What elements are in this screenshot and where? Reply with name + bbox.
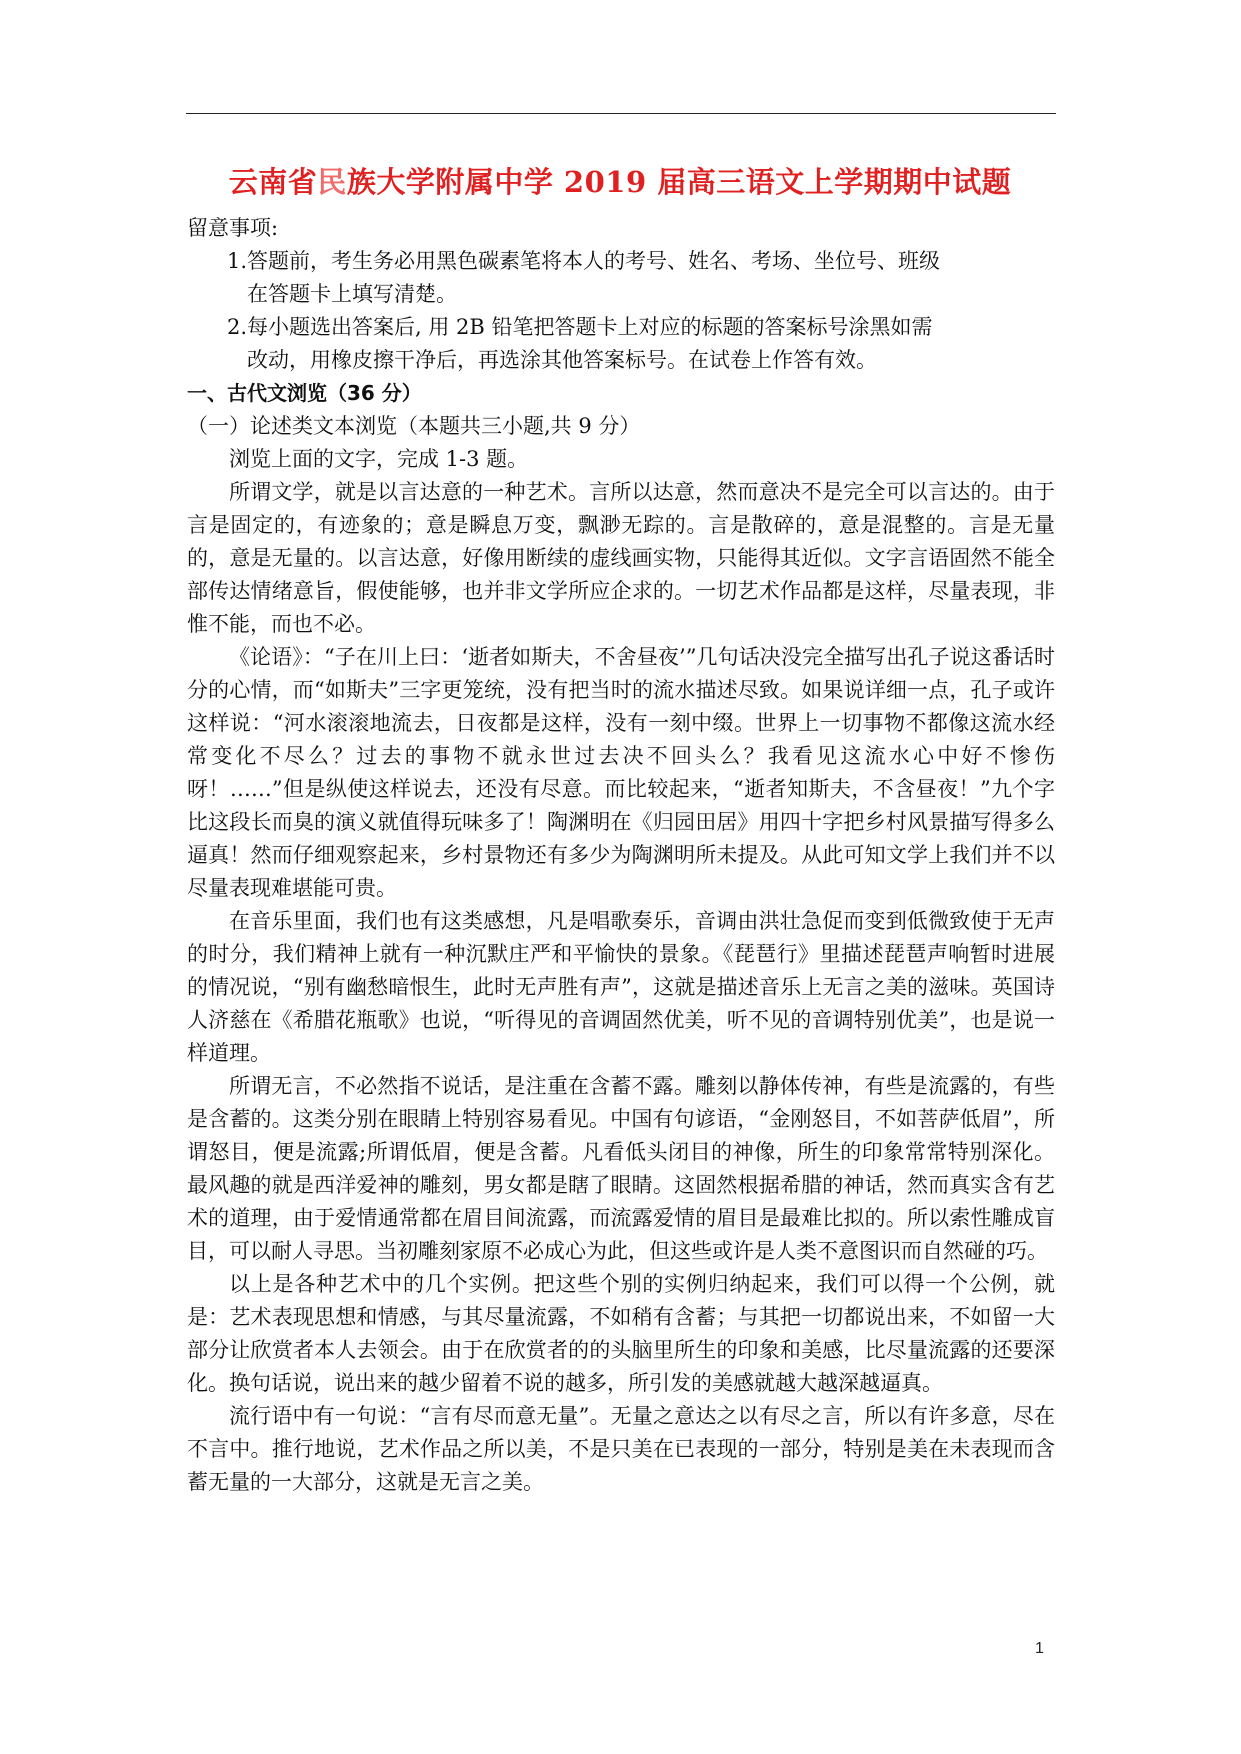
- title-part-2: 民: [317, 165, 347, 199]
- note-item-1: [187, 245, 1055, 311]
- title-part-1: 云南省: [228, 165, 318, 199]
- note-1-line-2: 在答题卡上填写清楚。: [247, 282, 457, 306]
- section-heading: 一、古代文浏览（36 分）: [187, 381, 422, 405]
- paragraph-5: 以上是各种艺术中的几个实例。把这些个别的实例归纳起来，我们可以得一个公例，就是：艺术表现思想和情感，与其尽量流露，不如稍有含蓄；与其把一切都说出来，不如留一大部分让欣赏者本人去领会。由于在欣赏者的的头脑里所生的印象和美感，比尽量流露的还要深化。换句话说，说出来的越少留着不说的越多，所引发的美感就越大越深越逼真。: [187, 1272, 1055, 1395]
- paragraph-1: 所谓文学，就是以言达意的一种艺术。言所以达意，然而意决不是完全可以言达的。由于言是固定的，有迹象的；意是瞬息万变，飘渺无踪的。言是散碎的，意是混整的。言是无量的，意是无量的。以言达意，好像用断续的虚线画实物，只能得其近似。文字言语固然不能全部传达情绪意旨，假使能够，也并非文学所应企求的。一切艺术作品都是这样，尽量表现，非惟不能，而也不必。: [187, 480, 1055, 636]
- paragraph-3: 在音乐里面，我们也有这类感想，凡是唱歌奏乐，音调由洪壮急促而变到低微致使于无声的时分，我们精神上就有一种沉默庄严和平愉快的景象。《琵琶行》里描述琵琶声响暂时进展的情况说，“别有幽愁暗恨生，此时无声胜有声”，这就是描述音乐上无言之美的滋味。英国诗人济慈在《希腊花瓶歌》也说，“听得见的音调固然优美，听不见的音调特别优美”，也是说一样道理。: [187, 909, 1055, 1065]
- page-title: [140, 160, 1100, 201]
- page-number: 1: [1035, 1640, 1044, 1657]
- title-part-3: 族大学附属中学 2019 届高三语文上学期期中试题: [346, 165, 1012, 199]
- paragraph-2: 《论语》：“子在川上曰：‘逝者如斯夫，不舍昼夜’”几句话决没完全描写出孔子说这番话时分的心情，而“如斯夫”三字更笼统，没有把当时的流水描述尽致。如果说详细一点，孔子或许这样说：“河水滚滚地流去，日夜都是这样，没有一刻中缀。世界上一切事物不都像这流水经常变化不尽么？过去的事物不就永世过去决不回头么？我看见这流水心中好不惨伤呀！……”但是纵使这样说去，还没有尽意。而比较起来，“逝者知斯夫，不含昼夜！”九个字比这段长而臭的演义就值得玩味多了！陶渊明在《归园田居》用四十字把乡村风景描写得多么逼真！然而仔细观察起来，乡村景物还有多少为陶渊明所未提及。从此可知文学上我们并不以尽量表现难堪能可贵。: [187, 645, 1055, 900]
- paragraph-6: 流行语中有一句说：“言有尽而意无量”。无量之意达之以有尽之言，所以有许多意，尽在不言中。推行地说，艺术作品之所以美，不是只美在已表现的一部分，特别是美在未表现而含蓄无量的一大部分，这就是无言之美。: [187, 1404, 1055, 1494]
- note-2-line-1: 2.每小题选出答案后, 用 2B 铅笔把答题卡上对应的标题的答案标号涂黑如需: [227, 315, 933, 339]
- notes-heading: 留意事项:: [187, 216, 279, 240]
- header-rule: [186, 113, 1056, 114]
- note-item-2: [187, 311, 1055, 377]
- document-body: [187, 212, 1055, 1499]
- instruction-text: 浏览上面的文字，完成 1-3 题。: [229, 447, 529, 471]
- note-2-line-2: 改动，用橡皮擦干净后，再选涂其他答案标号。在试卷上作答有效。: [247, 348, 877, 372]
- paragraph-4: 所谓无言，不必然指不说话，是注重在含蓄不露。雕刻以静体传神，有些是流露的，有些是含蓄的。这类分别在眼睛上特别容易看见。中国有句谚语，“金刚怒目，不如菩萨低眉”，所谓怒目，便是流露;所谓低眉，便是含蓄。凡看低头闭目的神像，所生的印象常常特别深化。最风趣的就是西洋爱神的雕刻，男女都是瞎了眼睛。这固然根据希腊的神话，然而真实含有艺术的道理，由于爱情通常都在眉目间流露，而流露爱情的眉目是最难比拟的。所以索性雕成盲目，可以耐人寻思。当初雕刻家原不必成心为此，但这些或许是人类不意图识而自然碰的巧。: [187, 1074, 1055, 1263]
- note-1-line-1: 1.答题前，考生务必用黑色碳素笔将本人的考号、姓名、考场、坐位号、班级: [227, 249, 941, 273]
- subsection-heading: （一）论述类文本浏览（本题共三小题,共 9 分）: [187, 414, 641, 438]
